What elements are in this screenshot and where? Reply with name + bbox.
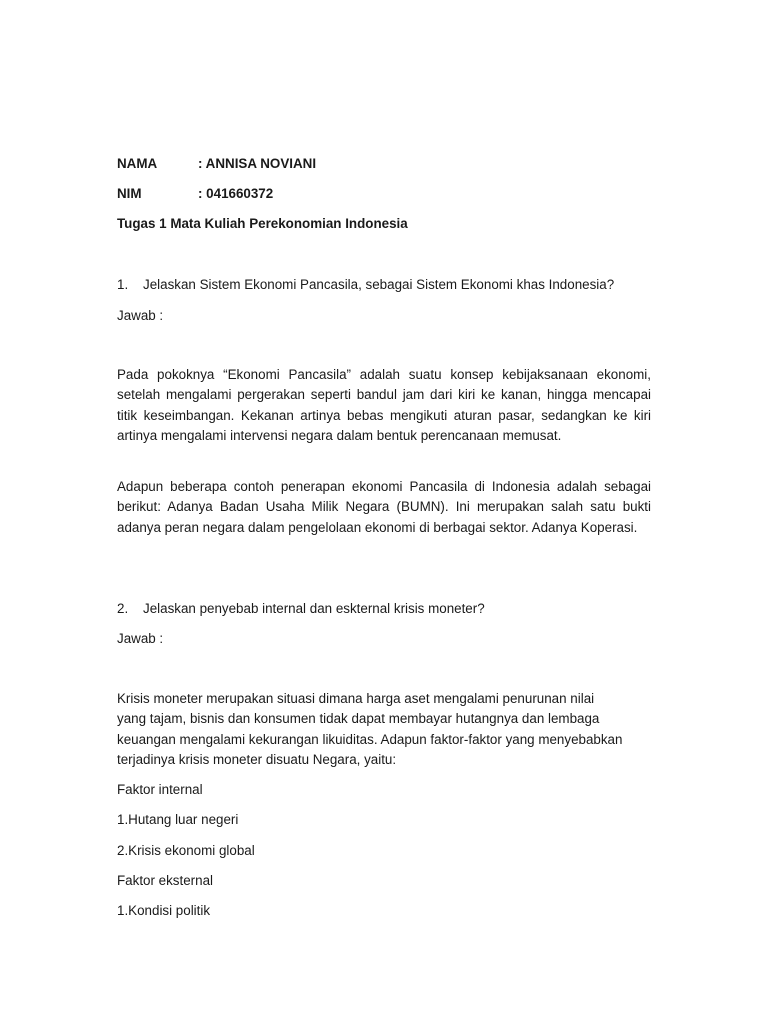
question-2 [117,599,485,619]
external-factor-item: 1.Kondisi politik [117,903,211,918]
nama-row [117,154,317,174]
answer-1-paragraph-1-text: Pada pokoknya “Ekonomi Pancasila” adalah suatu konsep kebijaksanaan ekonomi, setelah mengalami pergerakan seperti bandul jam dari kiri ke kanan, hingga mencapai titik keseimbangan. Kekanan artinya bebas mengikuti aturan pasar, sedangkan ke kiri artinya mengalami intervensi negara dalam bentuk perencanaan memusat. [117,367,651,444]
answer-2-line-4: terjadinya krisis moneter disuatu Negara, yaitu: [117,752,397,767]
answer-2-line-2: yang tajam, bisnis dan konsumen tidak dapat membayar hutangnya dan lembaga [117,711,600,726]
external-factors-heading: Faktor eksternal [117,873,214,888]
answer-1-paragraph-1 [117,365,651,447]
question-1 [117,275,614,295]
internal-factor-item: 1.Hutang luar negeri [117,812,239,827]
nim-value: : 041660372 [198,186,274,201]
answer-2-label: Jawab : [117,631,164,646]
question-1-text: Jelaskan Sistem Ekonomi Pancasila, sebagai Sistem Ekonomi khas Indonesia? [143,277,615,292]
answer-1-paragraph-2-text: Adapun beberapa contoh penerapan ekonomi Pancasila di Indonesia adalah sebagai berikut: Adanya Badan Usaha Milik Negara (BUMN). Ini merupakan salah satu bukti adanya peran negara dalam pengelolaan ekonomi di berbagai sektor. Adanya Koperasi. [117,479,651,535]
question-1-number: 1. [117,277,129,292]
question-2-number: 2. [117,601,129,616]
answer-1-paragraph-2 [117,477,651,538]
nama-value: : ANNISA NOVIANI [198,156,317,171]
nim-row [117,184,274,204]
internal-factors-heading: Faktor internal [117,782,203,797]
question-2-text: Jelaskan penyebab internal dan eskternal krisis moneter? [143,601,485,616]
answer-1-label: Jawab : [117,308,164,323]
internal-factor-item: 2.Krisis ekonomi global [117,843,255,858]
answer-2-line-3: keuangan mengalami kekurangan likuiditas. Adapun faktor-faktor yang menyebabkan [117,732,623,747]
nim-label: NIM [117,186,142,201]
nama-label: NAMA [117,156,158,171]
answer-2-line-1: Krisis moneter merupakan situasi dimana harga aset mengalami penurunan nilai [117,691,595,706]
course-title: Tugas 1 Mata Kuliah Perekonomian Indonesia [117,216,408,231]
